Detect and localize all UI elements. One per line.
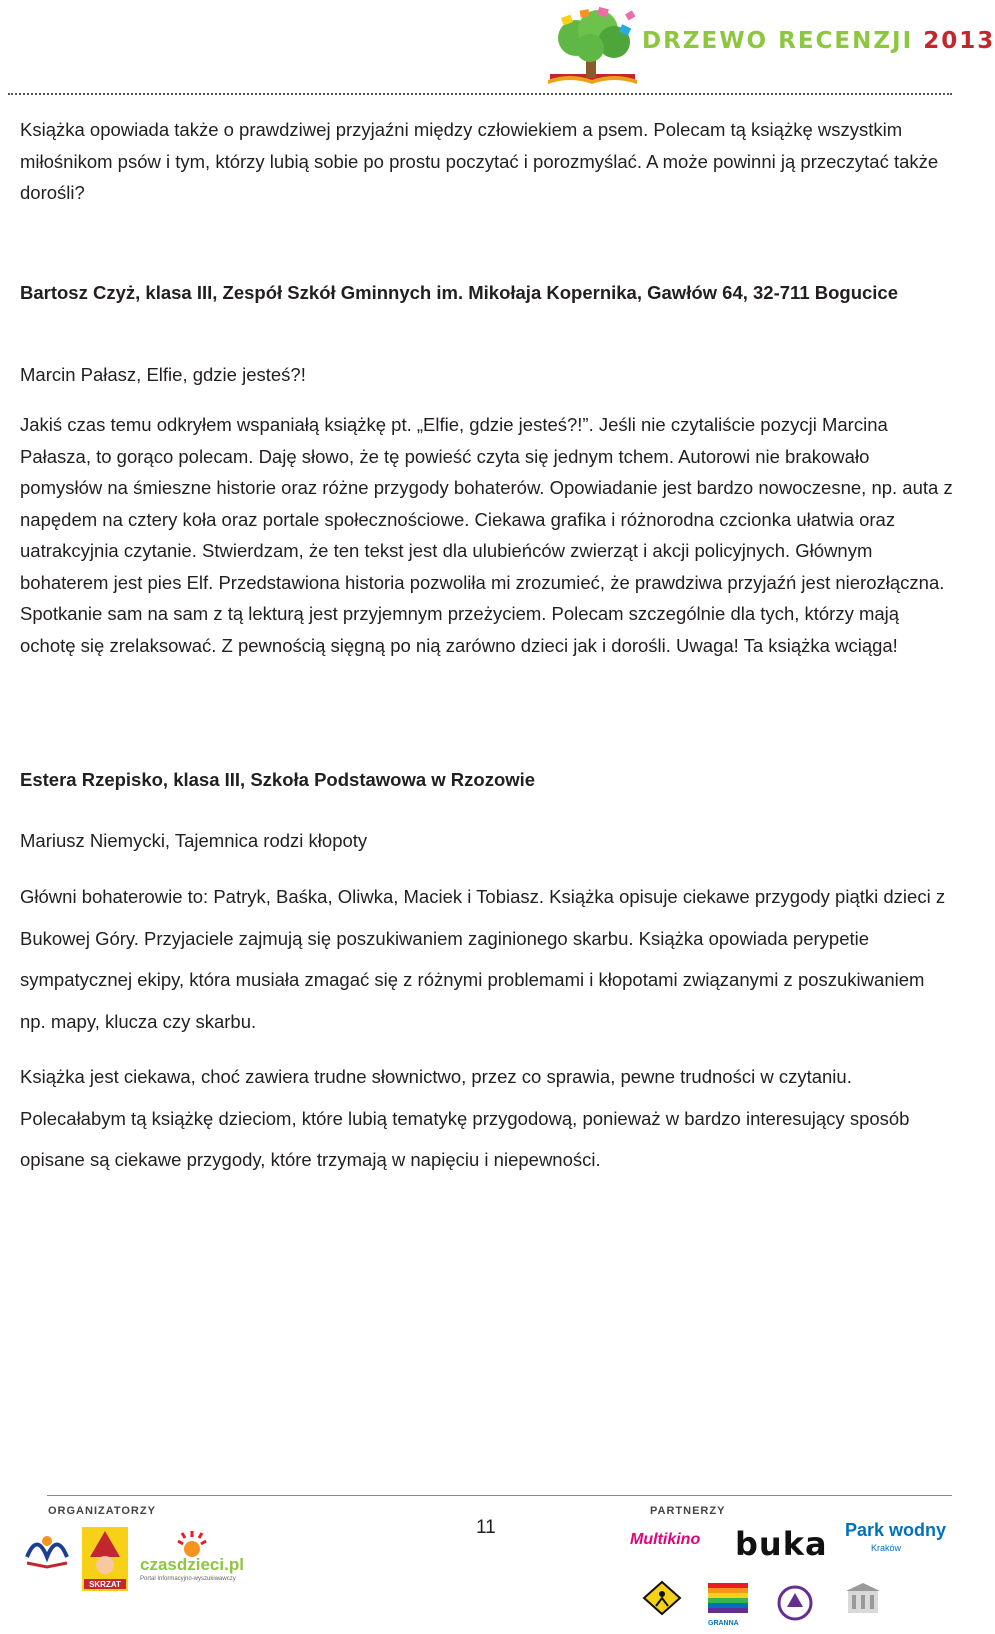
partners-label: PARTNERZY: [650, 1505, 726, 1517]
czasdzieci-logo: [140, 1529, 250, 1589]
header-divider: [8, 93, 952, 95]
footer-divider: [47, 1495, 952, 1496]
logo-title: [642, 28, 995, 54]
czasdzieci-sub: Portal Informacyjno-wyszukiwawczy: [140, 1576, 236, 1582]
museum-icon: [838, 1583, 888, 1619]
review1-tail-text: Książka opowiada także o prawdziwej przyjaźni między człowiekiem a psem. Polecam tą książkę wszystkim miłośnikom psów i tym, którzy lubią sobie po prostu poczytać i porozmyślać. A może powinni ją przeczytać także dorośli?: [20, 119, 939, 203]
buka-text: buka: [735, 1525, 828, 1563]
review2-section: [20, 277, 955, 309]
diamond-sign-icon: [642, 1580, 682, 1616]
library-logo: [22, 1527, 72, 1587]
sun-icon: [172, 1529, 212, 1557]
skrzat-label: SKRZAT: [89, 1580, 121, 1589]
partner-emblem-logo: [775, 1583, 820, 1628]
review3-para2-wrap: [20, 1056, 955, 1181]
museum-logo: [838, 1583, 898, 1628]
buka-logo: [735, 1525, 835, 1565]
skrzat-logo: [80, 1525, 130, 1593]
logo-title-text: DRZEWO RECENZJI: [642, 28, 914, 54]
park-wodny-city: Kraków: [871, 1543, 902, 1553]
granna-rainbow-icon: [708, 1583, 748, 1615]
multikino-logo: [630, 1531, 710, 1555]
review2-book: Marcin Pałasz, Elfie, gdzie jesteś?!: [20, 364, 306, 385]
park-wodny-text: Park wodny: [845, 1520, 947, 1540]
page-number: 11: [476, 1517, 496, 1538]
review3-para2: Książka jest ciekawa, choć zawiera trudne słownictwo, przez co sprawia, pewne trudności w czytaniu. Polecałabym tą książkę dzieciom, które lubią tematykę przygodową, ponieważ w bardzo interesujący sposób opisane są ciekawe przygody, które trzymają w napięciu i niepewności.: [20, 1066, 910, 1170]
organizers-label: ORGANIZATORZY: [48, 1505, 156, 1517]
emblem-icon: [775, 1583, 815, 1623]
cinema-partner-logo: [632, 1580, 692, 1630]
review2-author: Bartosz Czyż, klasa III, Zespół Szkół Gminnych im. Mikołaja Kopernika, Gawłów 64, 32-711 Bogucice: [20, 282, 899, 303]
multikino-text: Multikino: [630, 1531, 701, 1548]
granna-logo: [708, 1583, 758, 1628]
page-header: [0, 0, 995, 100]
tree-logo-icon: [540, 4, 645, 92]
logo-year: 2013: [923, 28, 995, 54]
review2-body-wrap: [20, 409, 955, 661]
review3-author: Estera Rzepisko, klasa III, Szkoła Podstawowa w Rzozowie: [20, 769, 536, 790]
review3-para1-wrap: [20, 876, 955, 1042]
review2-body: Jakiś czas temu odkryłem wspaniałą książkę pt. „Elfie, gdzie jesteś?!”. Jeśli nie czytaliście pozycji Marcina Pałasza, to gorąco polecam. Daję słowo, że tę powieść czyta się jednym tchem. Autorowi nie brakowało pomysłów na śmieszne historie oraz różne przygody bohaterów. Opowiadanie jest bardzo nowoczesne, np. auta z napędem na cztery koła oraz portale społecznościowe. Ciekawa grafika i różnorodna czcionka ułatwia oraz uatrakcyjnia czytanie. Stwierdzam, że ten tekst jest dla ulubieńców zwierząt i akcji policyjnych. Głównym bohaterem jest pies Elf. Przedstawiona historia pozwoliła mi zrozumieć, że prawdziwa przyjaźń jest nierozłączna. Spotkanie sam na sam z tą lekturą jest przyjemnym przeżyciem. Polecam szczególnie dla tych, którzy mają ochotę się zrelaksować. Z pewnością sięgną po nią zarówno dzieci jak i dorośli. Uwaga! Ta książka wciąga!: [20, 414, 953, 656]
review3-book-wrap: [20, 825, 955, 857]
granna-text: GRANNA: [708, 1620, 739, 1627]
review3-book: Mariusz Niemycki, Tajemnica rodzi kłopoty: [20, 830, 368, 851]
park-wodny-logo: [845, 1521, 945, 1583]
review3-para1: Główni bohaterowie to: Patryk, Baśka, Oliwka, Maciek i Tobiasz. Książka opisuje ciekawe przygody piątki dzieci z Bukowej Góry. Przyjaciele zajmują się poszukiwaniem zaginionego skarbu. Książka opowiada perypetie sympatycznej ekipy, która musiała zmagać się z różnymi problemami i kłopotami związanymi z poszukiwaniem np. mapy, klucza czy skarbu.: [20, 886, 946, 1032]
library-book-icon: [22, 1527, 72, 1572]
review1-tail-section: [20, 114, 955, 209]
page-footer: [0, 1495, 960, 1634]
czasdzieci-text: czasdzieci.pl: [140, 1555, 244, 1574]
review3-section: [20, 764, 955, 796]
review2-book-wrap: [20, 359, 955, 391]
